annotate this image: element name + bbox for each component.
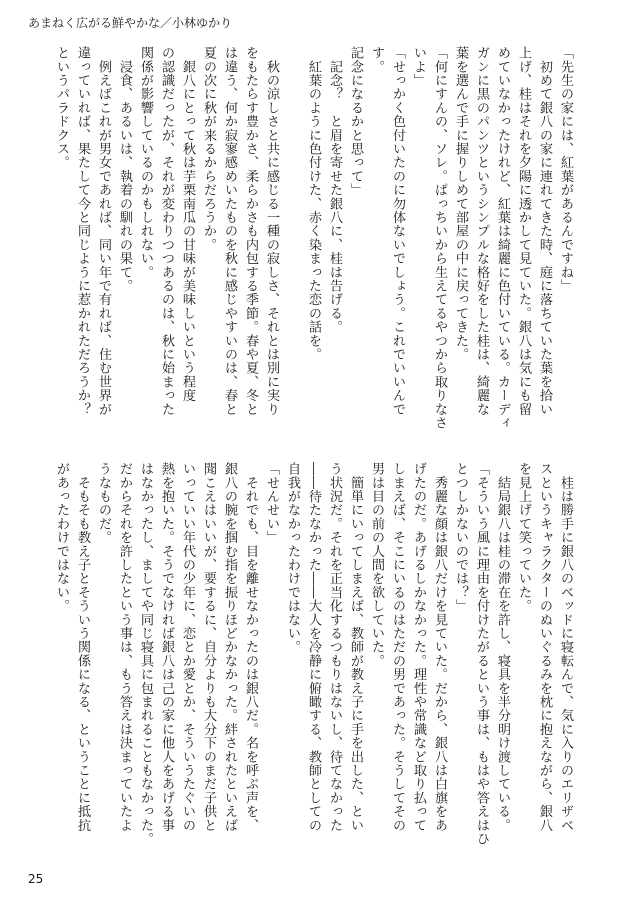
text-line: 結局銀八は桂の滞在を許し、寝具を半分明け渡している。 (495, 462, 510, 832)
text-line: だからそれを許したという事は、もう答えは決まっていたよ (117, 462, 132, 832)
text-line: 記念？ と眉を寄せた銀八に、桂は告げる。 (327, 46, 342, 334)
text-line: いっていい年代の少年に、恋とか愛とか、そういうたぐいの (180, 462, 195, 832)
text-line: 「何にすんの、ソレ。ぱっちいから生えてるやつから取りなさ (432, 46, 447, 430)
text-line: 夏の次に秋が来るからだろうか。 (201, 46, 216, 252)
text-line: ――待たなかった――大人を冷静に俯瞰する、教師としての (306, 462, 321, 832)
text-line: 関係が影響しているのかもしれない。 (138, 46, 153, 279)
text-line: 記念になるかと思って」 (348, 46, 363, 197)
text-line: しまえば、そこにいるのはただの男であった。そうしてその (390, 462, 405, 832)
text-line: 浸食、あるいは、執着の馴れの果て。 (117, 46, 132, 293)
text-line: 聞こえはいいが、要するに、自分よりも大分下のまだ子供と (201, 462, 216, 832)
text-line: 男は目の前の人間を欲していた。 (369, 462, 384, 668)
text-line: そもそも教え子とそういう関係になる、ということに抵抗 (75, 462, 90, 832)
text-line: 「そういう風に理由を付けたがるという事は、もはや答えはひ (474, 462, 489, 846)
text-block-top (48, 46, 576, 439)
text-line: 銀八にとって秋は芋栗南瓜の甘味が美味しいという程度 (180, 46, 195, 403)
text-line: 「先生の家には、紅葉があるんですね」 (558, 46, 573, 293)
text-line: をもたらす豊かさ、柔らかさも内包する季節。春や夏、冬と (243, 46, 258, 416)
text-line: いよ」 (411, 46, 426, 88)
text-line: 桂は勝手に銀八のベッドに寝転んで、気に入りのエリザベ (558, 462, 573, 832)
text-line: 「せんせい」 (264, 462, 279, 545)
text-line: 熱を抱いた。そうでなければ銀八は己の家に他人をあげる事 (159, 462, 174, 832)
text-line: げたのだ。あげるしかなかった。理性や常識など取り払って (411, 462, 426, 832)
text-line: それでも、目を離せなかったのは銀八だ。名を呼ぶ声を、 (243, 462, 258, 832)
text-line: 秀麗な顔は銀八だけを見ていた。だから、銀八は白旗をあ (432, 462, 447, 832)
text-line: う状況だ。それを正当化するつもりはないし、待てなかった (327, 462, 342, 832)
text-line: を見上げて笑っていた。 (516, 462, 531, 613)
page-number: 25 (28, 872, 44, 886)
text-line: 秋の涼しさと共に感じる一種の寂しさ、それとは別に実り (264, 46, 279, 416)
text-line: ガンに黒のパンツというシンプルな格好をした桂は、綺麗な (474, 46, 489, 416)
text-line: というパラドクス。 (54, 46, 69, 170)
text-line: 上げ、桂はそれを夕陽に透かして見ていた。銀八は気にも留 (516, 46, 531, 416)
text-line: スというキャラクターのぬいぐるみを枕に抱えながら、銀八 (537, 462, 552, 832)
text-block-bottom (48, 462, 576, 864)
running-title: あまねく広がる鮮やかな／小林ゆかり (28, 16, 233, 30)
text-line: うなものだ。 (96, 462, 111, 545)
text-line: 紅葉のように色付けた、赤く染まった恋の話を。 (306, 46, 321, 362)
text-line: 「せっかく色付いたのに勿体ないでしょう。これでいいんです。 (369, 46, 405, 416)
text-line: 初めて銀八の家に連れてきた時、庭に落ちていた葉を拾い (537, 46, 552, 416)
text-line (282, 46, 303, 439)
text-line: とつしかないのでは？」 (453, 462, 468, 613)
text-line: 葉を選んで手に握りしめて部屋の中に戻ってきた。 (453, 46, 468, 362)
text-line: 自我がなかったわけではない。 (285, 462, 300, 654)
text-line: 銀八の腕を掴む指を振りほどかなかった。絆されたといえば (222, 462, 237, 832)
text-line: の認識だったが、それが変わりつつあるのは、秋に始まった (159, 46, 174, 416)
text-line: はなかったし、ましてや同じ寝具に包まれることもなかった。 (138, 462, 153, 846)
text-line: 例えばこれが男女であれば、同い年で有れば、住む世界が (96, 46, 111, 416)
text-line: は違う、何か寂寥感めいたものを秋に感じやすいのは、春と (222, 46, 237, 416)
text-line: があったわけではない。 (54, 462, 69, 613)
text-line: 違っていれば、果たして今と同じように惹かれただろうか？ (75, 46, 90, 416)
text-line: めていなかったけれど、紅葉は綺麗に色付いている。カーディ (495, 46, 510, 430)
text-line: 簡単にいってしまえば、教師が教え子に手を出した、とい (348, 462, 363, 832)
